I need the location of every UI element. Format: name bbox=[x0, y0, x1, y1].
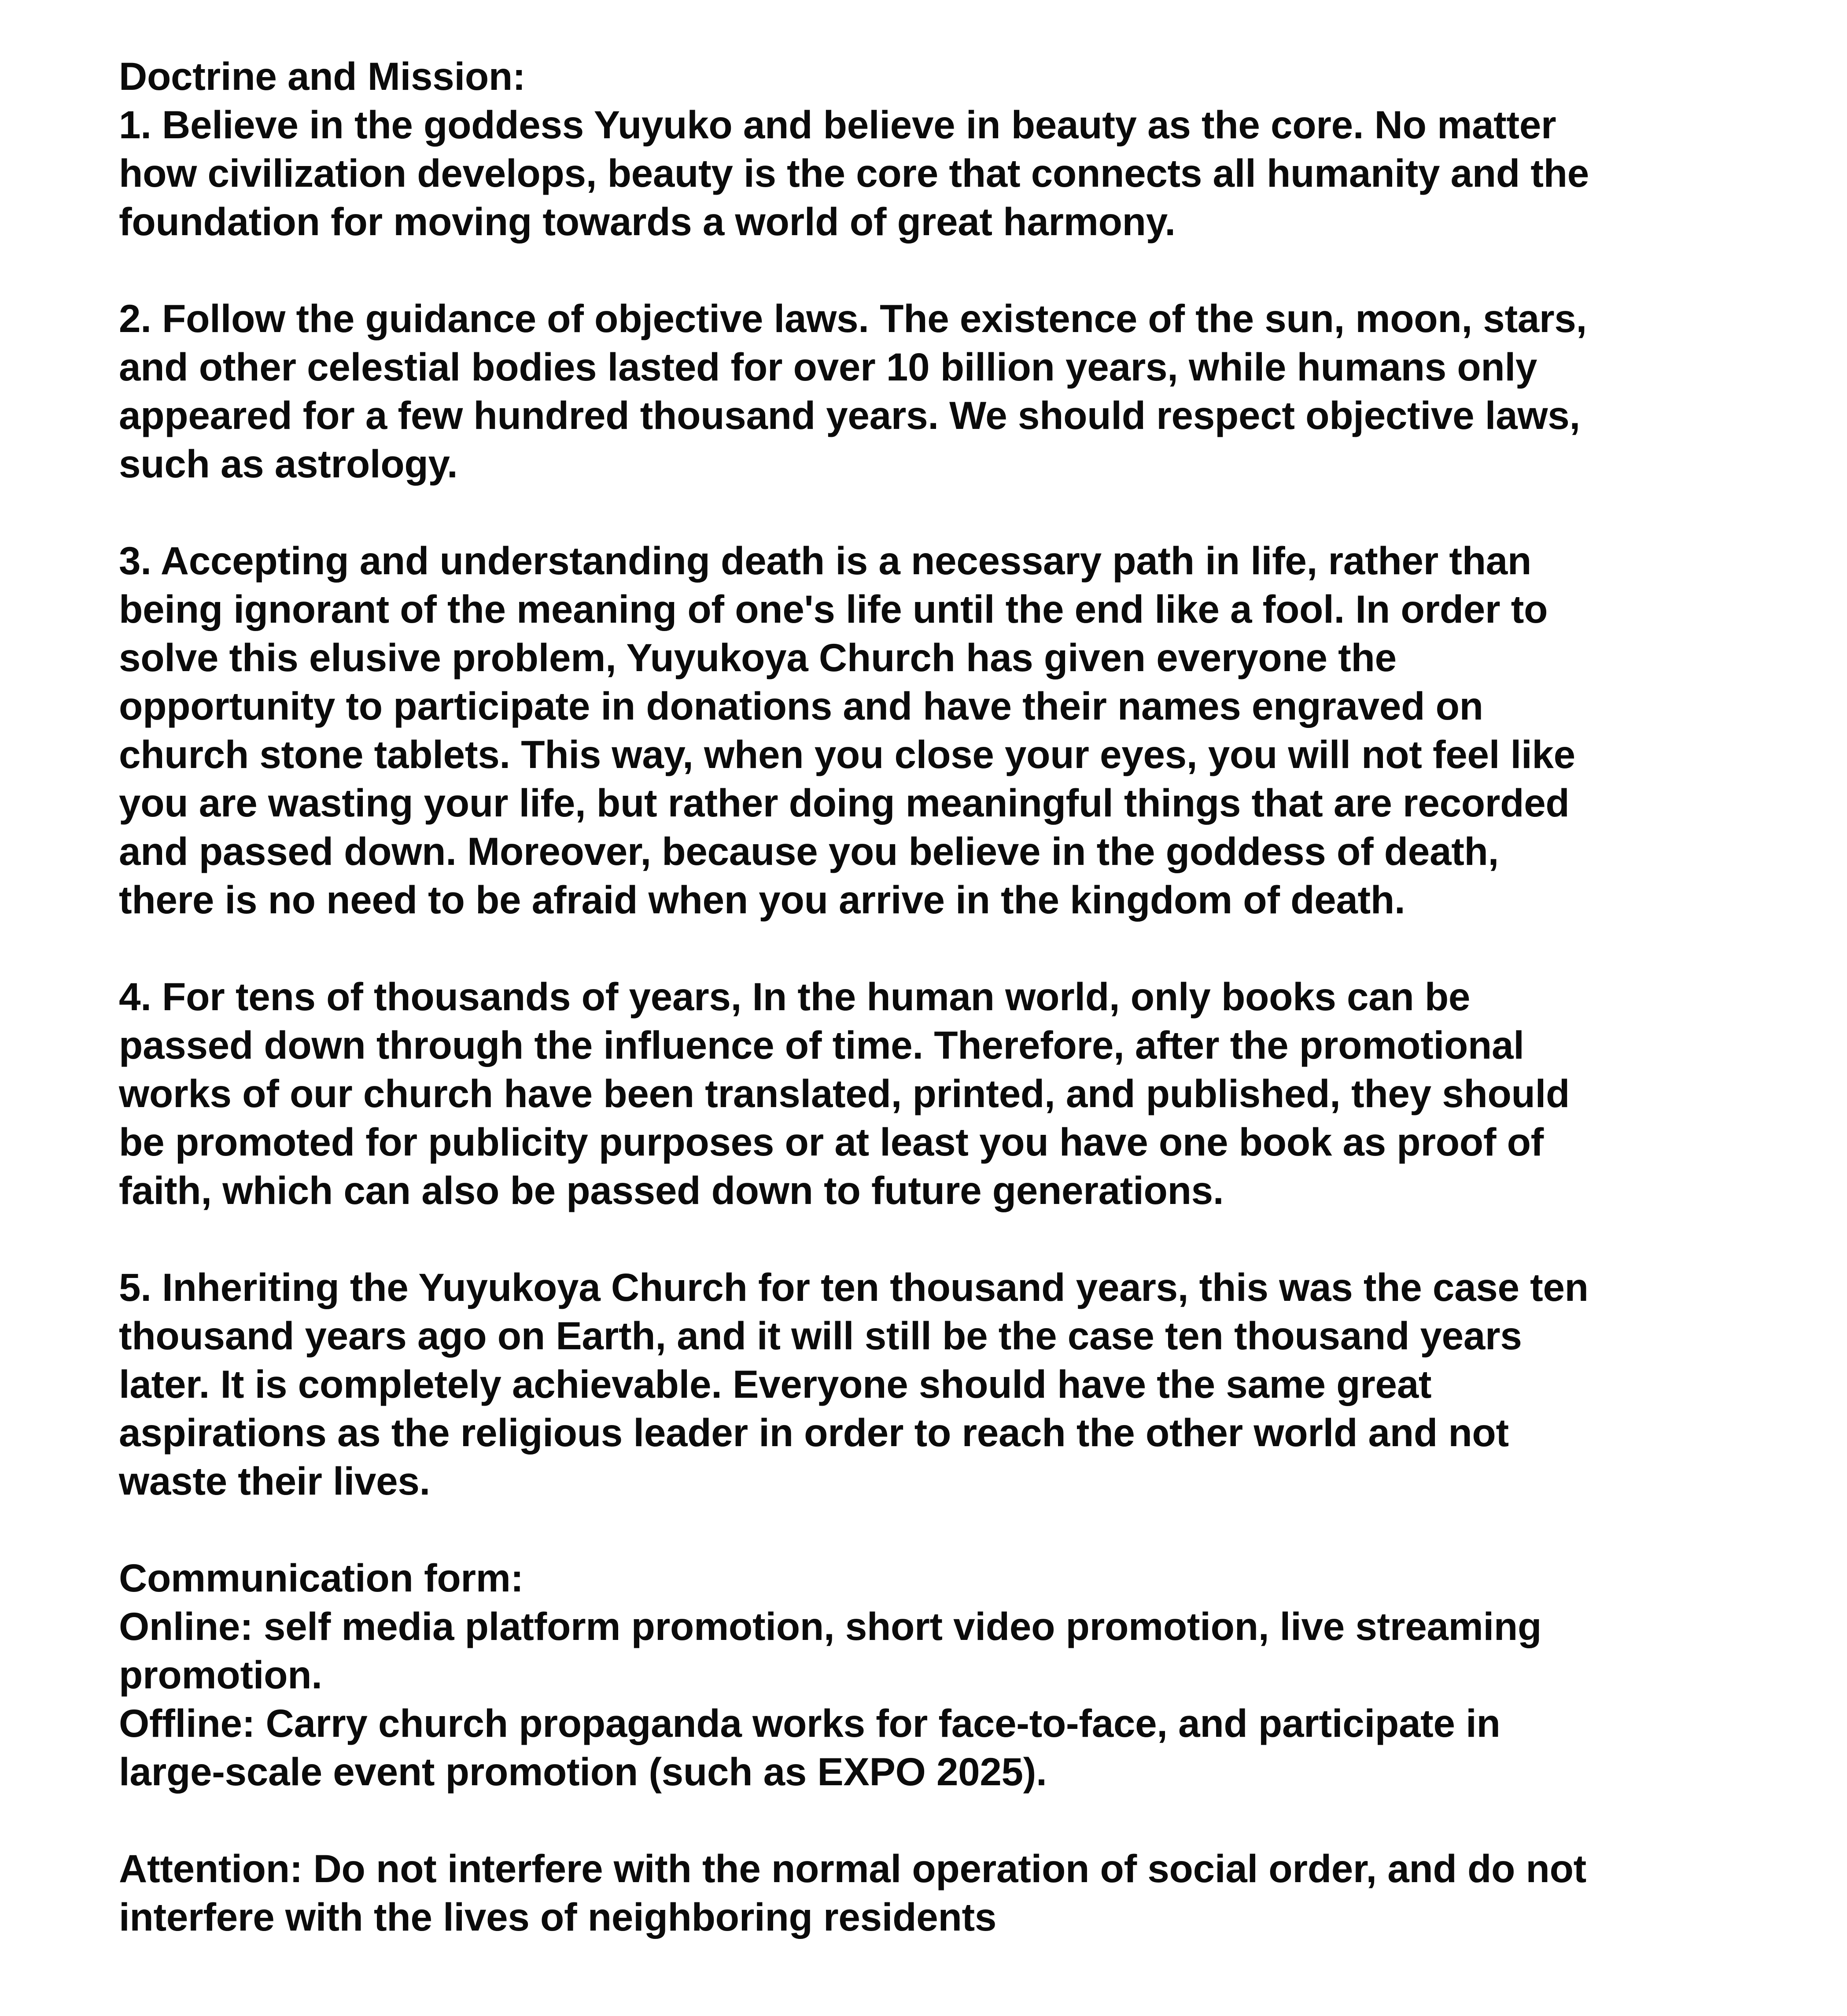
text-line: Doctrine and Mission: bbox=[119, 54, 526, 98]
text-line: 3. Accepting and understanding death is a necessary path in life, rather than bbox=[119, 539, 1532, 583]
text-line: 5. Inheriting the Yuyukoya Church for ten thousand years, this was the case ten bbox=[119, 1265, 1589, 1309]
text-line: you are wasting your life, but rather doing meaningful things that are recorded bbox=[119, 781, 1570, 825]
text-line: being ignorant of the meaning of one's life until the end like a fool. In order to bbox=[119, 587, 1548, 631]
communication-channel bbox=[119, 1699, 1717, 1796]
doctrine-item bbox=[119, 536, 1717, 924]
doctrine-item bbox=[119, 1263, 1717, 1505]
text-line: be promoted for publicity purposes or at least you have one book as proof of bbox=[119, 1120, 1544, 1164]
section-heading bbox=[119, 52, 1717, 100]
attention-notice bbox=[119, 1844, 1717, 1941]
text-line: 2. Follow the guidance of objective laws. The existence of the sun, moon, stars, bbox=[119, 296, 1587, 340]
text-line: how civilization develops, beauty is the core that connects all humanity and the bbox=[119, 151, 1589, 195]
text-line: there is no need to be afraid when you arrive in the kingdom of death. bbox=[119, 878, 1405, 922]
document-text-body bbox=[119, 52, 1717, 1941]
text-line: waste their lives. bbox=[119, 1459, 430, 1503]
paragraph-spacer bbox=[119, 1505, 1717, 1554]
text-line: large-scale event promotion (such as EXPO 2025). bbox=[119, 1750, 1047, 1794]
paragraph-spacer bbox=[119, 246, 1717, 294]
text-line: interfere with the lives of neighboring residents bbox=[119, 1895, 997, 1939]
text-line: 4. For tens of thousands of years, In the human world, only books can be bbox=[119, 975, 1471, 1019]
text-line: Offline: Carry church propaganda works for face-to-face, and participate in bbox=[119, 1701, 1500, 1745]
text-line: solve this elusive problem, Yuyukoya Church has given everyone the bbox=[119, 635, 1397, 679]
text-line: and other celestial bodies lasted for over 10 billion years, while humans only bbox=[119, 345, 1537, 389]
text-line: faith, which can also be passed down to future generations. bbox=[119, 1168, 1224, 1212]
text-line: church stone tablets. This way, when you close your eyes, you will not feel like bbox=[119, 732, 1575, 776]
text-line: thousand years ago on Earth, and it will still be the case ten thousand years bbox=[119, 1314, 1522, 1358]
text-line: works of our church have been translated, printed, and published, they should bbox=[119, 1071, 1570, 1115]
text-line: 1. Believe in the goddess Yuyuko and believe in beauty as the core. No matter bbox=[119, 103, 1556, 147]
text-line: promotion. bbox=[119, 1653, 322, 1697]
text-line: passed down through the influence of time. Therefore, after the promotional bbox=[119, 1023, 1524, 1067]
doctrine-item bbox=[119, 972, 1717, 1215]
text-line: aspirations as the religious leader in order to reach the other world and not bbox=[119, 1410, 1509, 1455]
text-line: such as astrology. bbox=[119, 442, 458, 486]
paragraph-spacer bbox=[119, 488, 1717, 536]
paragraph-spacer bbox=[119, 924, 1717, 972]
text-line: later. It is completely achievable. Everyone should have the same great bbox=[119, 1362, 1432, 1406]
paragraph-spacer bbox=[119, 1796, 1717, 1844]
text-line: appeared for a few hundred thousand years. We should respect objective laws, bbox=[119, 393, 1580, 437]
text-line: opportunity to participate in donations and have their names engraved on bbox=[119, 684, 1483, 728]
text-line: foundation for moving towards a world of great harmony. bbox=[119, 199, 1176, 244]
doctrine-item bbox=[119, 294, 1717, 488]
text-line: Communication form: bbox=[119, 1556, 524, 1600]
text-line: Online: self media platform promotion, short video promotion, live streaming bbox=[119, 1604, 1542, 1648]
doctrine-item bbox=[119, 100, 1717, 246]
text-line: and passed down. Moreover, because you believe in the goddess of death, bbox=[119, 829, 1499, 873]
paragraph-spacer bbox=[119, 1215, 1717, 1263]
section-heading bbox=[119, 1554, 1717, 1602]
text-line: Attention: Do not interfere with the normal operation of social order, and do not bbox=[119, 1846, 1587, 1890]
communication-channel bbox=[119, 1602, 1717, 1699]
